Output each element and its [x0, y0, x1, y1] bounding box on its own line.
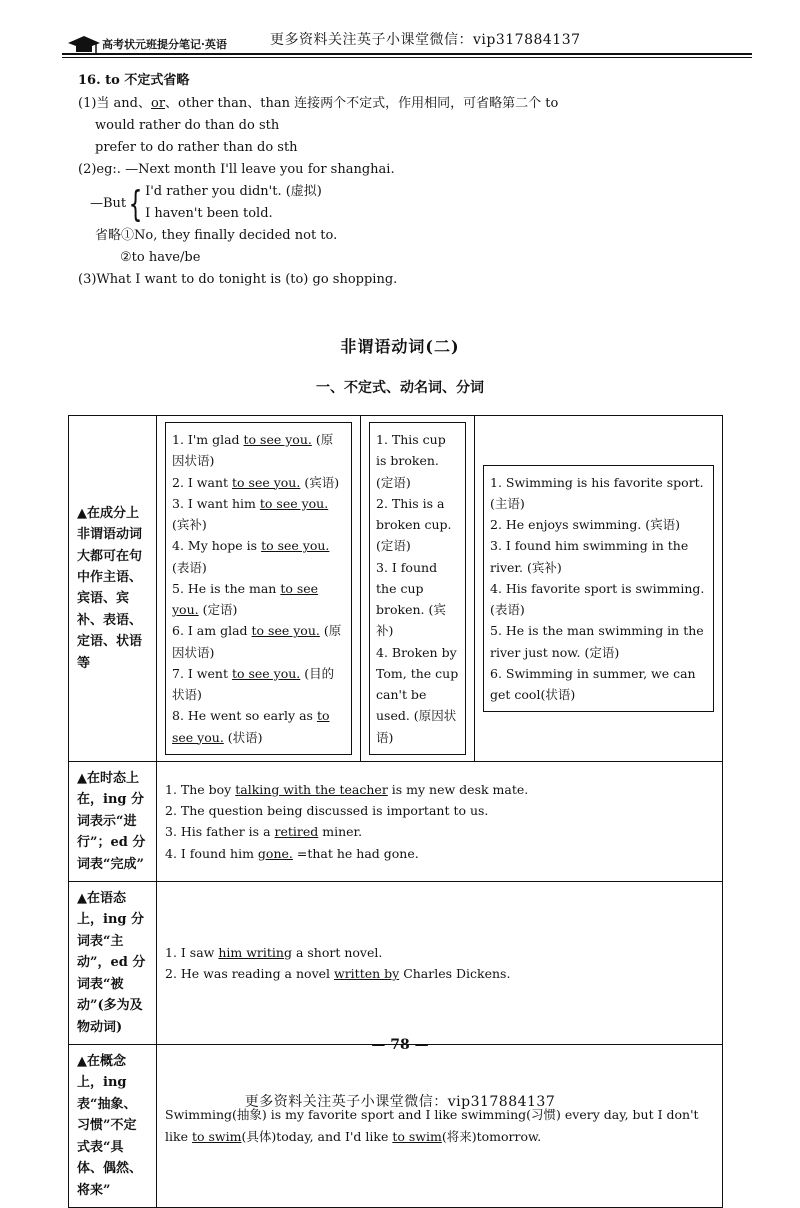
comparison-table: [68, 415, 723, 1208]
pattern-would-rather: would rather do than do sth: [95, 117, 280, 133]
concept-example: Swimming(抽象) is my favorite sport and I like swimming(习惯) every day, but I don't like to swim(具体)today, and I'd like to swim(将来)tomorrow.: [157, 1045, 723, 1208]
table-row: [69, 761, 723, 881]
tense-examples: [157, 761, 723, 881]
section-16: [78, 72, 758, 293]
example-line: 6. I am glad to see you. (原因状语): [172, 623, 342, 660]
rule-line-3: (3)What I want to do tonight is (to) go shopping.: [78, 271, 398, 287]
row-label-tense: ▲在时态上在，ing 分词表示“进行”；ed 分词表“完成”: [69, 761, 157, 881]
header-rule-thin: [62, 57, 752, 58]
row-label-voice: ▲在语态上，ing 分词表“主动”，ed 分词表“被动”(多为及物动词): [69, 881, 157, 1044]
but-prefix: —But: [90, 196, 127, 212]
section-subtitle: 一、不定式、动名词、分词: [316, 380, 484, 396]
example-line: 5. He is the man swimming in the river just now. (定语): [490, 623, 704, 660]
row-label-component: ▲在成分上非谓语动词大都可在句中作主语、宾语、宾补、表语、定语、状语等: [69, 416, 157, 762]
page-number: — 78 —: [371, 1037, 429, 1053]
book-title: 高考状元班提分笔记·英语: [102, 38, 227, 51]
example-line: 4. Broken by Tom, the cup can't be used. (原因状语): [376, 644, 459, 745]
example-line: 3. I found him swimming in the river. (宾补): [490, 538, 689, 575]
omission-2: ②to have/be: [120, 249, 201, 265]
example-line: 2. He was reading a novel written by Charles Dickens.: [165, 965, 511, 981]
example-line: 4. My hope is to see you. (表语): [172, 538, 330, 575]
row-label-concept: ▲在概念上，ing 表“抽象、习惯”不定式表“具体、偶然、将来”: [69, 1045, 157, 1208]
but-response-b: I haven't been told.: [145, 205, 273, 221]
example-line: 1. I'm glad to see you. (原因状语): [172, 432, 334, 469]
example-line: 2. The question being discussed is important to us.: [165, 803, 489, 819]
table-row: [69, 881, 723, 1044]
example-line: 7. I went to see you. (目的状语): [172, 665, 335, 702]
footer-watermark: 更多资料关注英子小课堂微信：vip317884137: [244, 1094, 556, 1110]
header-watermark: 更多资料关注英子小课堂微信：vip317884137: [270, 32, 581, 48]
example-line: 1. The boy talking with the teacher is my new desk mate.: [165, 781, 529, 797]
example-line: 4. I found him gone. =that he had gone.: [165, 845, 419, 861]
example-line: 6. Swimming in summer, we can get cool(状语): [490, 665, 696, 702]
example-line: 2. This is a broken cup. (定语): [376, 495, 452, 554]
infinitive-examples: [157, 416, 361, 762]
section-16-title: 16. to 不定式省略: [78, 73, 190, 88]
pattern-prefer: prefer to do rather than do sth: [95, 139, 298, 155]
chapter-title: 非谓语动词(二): [340, 337, 460, 356]
table-row: [69, 416, 723, 762]
example-line: 5. He is the man to see you. (定语): [172, 580, 319, 617]
example-line: 1. Swimming is his favorite sport. (主语): [490, 474, 704, 511]
rule-line-1: (1)当 and、or、other than、than 连接两个不定式，作用相同，可省略第二个 to: [78, 95, 559, 111]
example-line: 1. This cup is broken. (定语): [376, 432, 446, 490]
but-response-a: I'd rather you didn't. (虚拟): [145, 183, 322, 199]
voice-examples: [157, 881, 723, 1044]
example-line: 8. He went so early as to see you. (状语): [172, 708, 330, 745]
header-rule: [62, 53, 752, 55]
table-row: [69, 1045, 723, 1208]
example-line: 4. His favorite sport is swimming. (表语): [490, 580, 705, 617]
gerund-examples: [475, 416, 723, 762]
participle-examples: [361, 416, 475, 762]
example-line: 3. I want him to see you. (宾补): [172, 495, 329, 532]
example-line: 3. I found the cup broken. (宾补): [376, 559, 446, 639]
but-responses: [78, 183, 758, 227]
brace: {: [128, 183, 143, 225]
example-line: 3. His father is a retired miner.: [165, 824, 363, 840]
example-line: 2. I want to see you. (宾语): [172, 474, 340, 490]
example-line: (2)eg:. —Next month I'll leave you for shanghai.: [78, 161, 395, 177]
example-line: 1. I saw him writing a short novel.: [165, 944, 383, 960]
example-line: 2. He enjoys swimming. (宾语): [490, 517, 681, 532]
omission-1: 省略①No, they finally decided not to.: [95, 227, 338, 243]
